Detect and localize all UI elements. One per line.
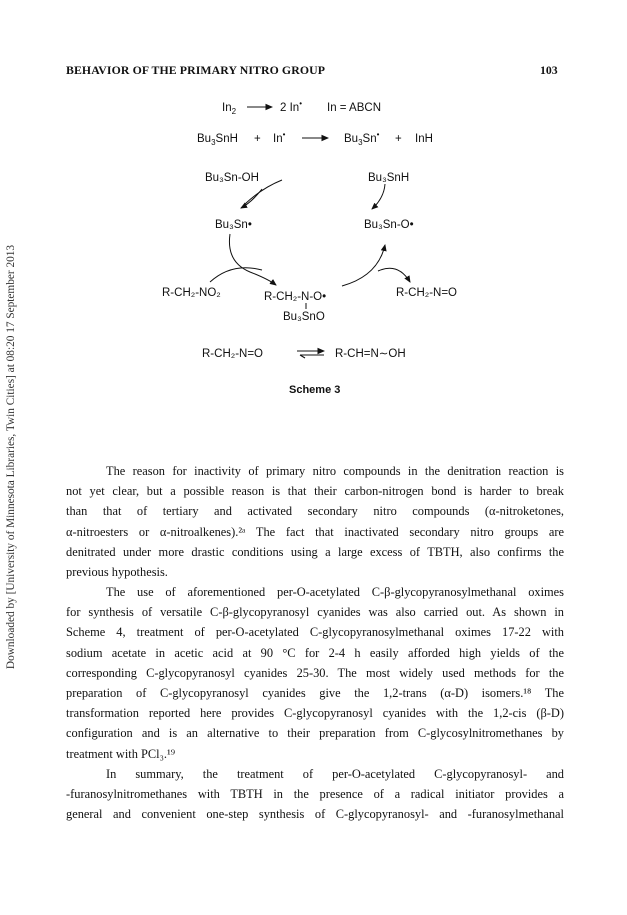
reaction-scheme [0, 0, 627, 420]
svg-text:2 In•: 2 In• [280, 99, 302, 114]
scheme-label: Scheme 3 [289, 384, 341, 396]
text-line: for synthesis of versatile C-β-glycopyranosyl cyanides was also carried out. As shown in [66, 605, 564, 620]
text-line: The use of aforementioned per-O-acetylated C-β-glycopyranosylmethanal oximes [106, 585, 564, 599]
tributyltin-radical: Bu₃Sn• [215, 219, 252, 231]
tributyltinoxy-radical: Bu₃Sn-O• [364, 219, 414, 231]
download-notice: Downloaded by [University of Minnesota Libraries, Twin Cities] at 08:20 17 September 2013 [5, 244, 17, 670]
svg-text:+: + [254, 133, 261, 145]
paragraph-2 [66, 582, 564, 764]
tin-oxy-substituent: Bu₃SnO [283, 311, 325, 323]
text-line: transformation reported here provides C-glycopyranosyl cyanides with the 1,2-cis (β-D) [66, 706, 564, 721]
initiation-step [222, 99, 381, 116]
svg-text:Bu3Sn•: $Bu_3Sn^•$ [344, 130, 380, 147]
text-line: denitrated under more drastic conditions using a large excess of TBTH, also confirms the [66, 544, 564, 559]
text-line: α-nitroesters or α-nitroalkenes).²ᵃ The fact that inactivated secondary nitro groups are [66, 524, 564, 539]
nitroalkane-reactant: R-CH₂-NO₂ [162, 287, 221, 299]
text-line: configuration and is an alternative to their preparation from C-glycosylnitromethanes by [66, 726, 564, 741]
radical-chain-cycle [162, 172, 457, 323]
text-line: sodium acetate in acetic acid at 90 °C for 2-4 h easily afforded high yields of the [66, 645, 564, 660]
svg-text:In•: In• [273, 130, 286, 145]
text-line: -furanosylnitromethanes with TBTH in the presence of a radical initiator provides a [66, 787, 564, 802]
text-line: than that of tertiary and activated secondary nitro compounds (α-nitroketones, [66, 504, 564, 519]
text-line: previous hypothesis. [66, 565, 168, 580]
svg-text:InH: InH [415, 133, 433, 145]
svg-text:+: + [395, 133, 402, 145]
svg-text:Bu3SnH: $Bu_3SnH$ [197, 133, 238, 147]
text-line: treatment with PCl₃.¹⁹ [66, 746, 176, 761]
text-line: preparation of C-glycopyranosyl cyanides give the 1,2-trans (α-D) isomers.¹⁸ The [66, 686, 564, 701]
initiator-definition: In = ABCN [327, 102, 382, 114]
curved-arrow [378, 268, 410, 282]
curved-arrow [372, 184, 385, 209]
tautomer-equilibrium [202, 348, 406, 360]
running-header-title: BEHAVIOR OF THE PRIMARY NITRO GROUP [66, 63, 326, 77]
svg-text:In2: $In_2$ [222, 102, 237, 116]
curved-arrow [342, 245, 385, 286]
text-line: corresponding C-glycopyranosyl cyanides 25-30. The most widely used methods for the [66, 665, 564, 680]
chain-initiation-step [197, 130, 433, 147]
text-line: not yet clear, but a possible reason is that their carbon-nitrogen bond is harder to break [66, 484, 564, 499]
tributyltin-hydroxide: Bu₃Sn-OH [205, 172, 259, 184]
text-line: In summary, the treatment of per-O-acetylated C-glycopyranosyl- and [106, 767, 564, 781]
nitroso-product: R-CH₂-N=O [396, 287, 458, 299]
nitroxide-intermediate: R-CH₂-N-O• [264, 291, 327, 303]
curved-arrow [210, 268, 262, 282]
page-number: 103 [540, 63, 558, 77]
paragraph-3 [66, 764, 564, 825]
text-line: The reason for inactivity of primary nitro compounds in the denitration reaction is [106, 464, 564, 478]
paragraph-1 [66, 461, 564, 582]
curved-arrow [229, 234, 276, 285]
svg-text:R-CH₂-N=O: R-CH₂-N=O [202, 348, 264, 360]
svg-text:R-CH=N∼OH: R-CH=N∼OH [335, 348, 406, 360]
tributyltin-hydride: Bu₃SnH [368, 172, 410, 184]
text-line: general and convenient one-step synthesis of C-glycopyranosyl- and -furanosylmethanal [66, 807, 564, 822]
text-line: Scheme 4, treatment of per-O-acetylated C-glycopyranosylmethanal oximes 17-22 with [66, 625, 564, 640]
